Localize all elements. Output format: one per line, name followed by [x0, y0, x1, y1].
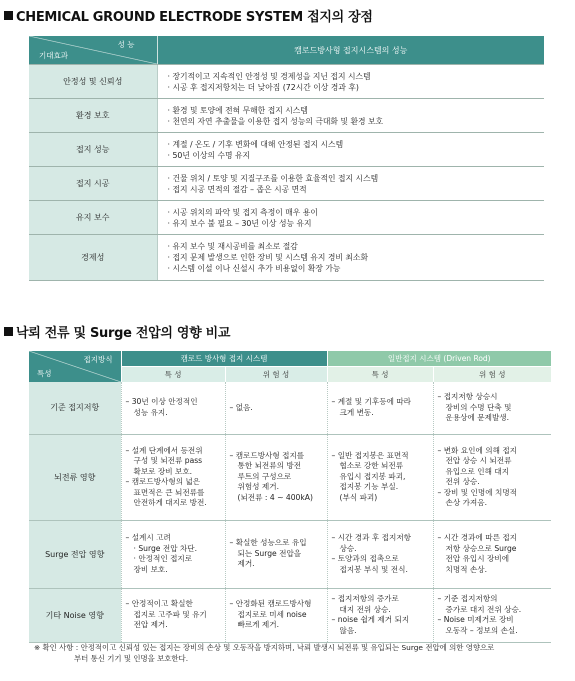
cell-line: 접지로로 미세 noise — [237, 609, 307, 619]
bullet-line: · 시스템 이설 이나 신설시 추가 비용없이 확장 가능 — [167, 264, 341, 273]
cell-line: 장비의 수명 단축 및 — [445, 402, 512, 412]
row-content — [157, 167, 544, 201]
table-row — [29, 434, 551, 520]
table-row — [29, 65, 544, 99]
bullet-line: · 접지 문제 발생으로 인한 장비 및 시스템 유지 경비 최소화 — [167, 253, 368, 262]
row-label: 유지 보수 — [29, 201, 157, 235]
square-bullet-icon — [4, 11, 13, 20]
cell-line: 치명적 손상. — [445, 564, 488, 574]
row-content — [157, 99, 544, 133]
cell-line: – 캠로드방사형 접지를 — [229, 450, 305, 460]
bullet-line: · 건물 위치 / 토양 및 지질구조를 이용한 효율적인 접지 시스템 — [167, 173, 379, 183]
driven-rod-risk-cell — [433, 588, 551, 642]
cell-line: 협소로 강한 뇌전류 — [339, 461, 404, 471]
table-row — [29, 588, 551, 642]
cell-line: – 일반 접지봉은 표면적 — [331, 450, 409, 460]
cell-line: 손상 가져옴. — [445, 498, 488, 507]
driven-rod-characteristics-cell — [327, 434, 433, 520]
subheader-risk: 위 험 성 — [225, 367, 327, 383]
bullet-line: · 시공 위치의 파악 및 접지 측정이 매우 용이 — [167, 207, 318, 217]
cell-line: (뇌전류 : 4 ~ 400kA) — [237, 492, 313, 502]
row-label: 안정성 및 신뢰성 — [29, 65, 157, 99]
table1-corner-header: 성 능 기대효과 — [29, 36, 157, 65]
cell-line: 표면적은 큰 뇌전류를 — [133, 487, 205, 497]
cell-line: 장비 보호. — [133, 564, 168, 574]
row-content — [157, 235, 544, 281]
cell-line: 저항 상승으로 Surge — [445, 543, 517, 553]
camrod-risk-cell — [225, 520, 327, 588]
camrod-risk-cell — [225, 382, 327, 434]
cell-line: 안전하게 대지로 방전. — [133, 498, 207, 507]
table1-column-header: 캠로드방사형 접지시스템의 성능 — [157, 36, 544, 65]
group-header-driven-rod: 일반접지 시스템 (Driven Rod) — [327, 351, 551, 367]
cell-line: 오동작 – 정보의 손실. — [445, 625, 518, 635]
table-row — [29, 133, 544, 167]
section-title-lightning-comparison: 낙뢰 전류 및 Surge 전압의 영향 비교 — [4, 322, 230, 341]
cell-line: · Surge 전압 차단. — [133, 543, 198, 553]
cell-line: 전위 상승. — [445, 477, 480, 486]
bullet-line: · 접지 시공 면적의 절감 – 좁은 시공 면적 — [167, 184, 307, 194]
driven-rod-characteristics-cell — [327, 382, 433, 434]
camrod-characteristics-cell — [121, 588, 225, 642]
comparison-table — [29, 351, 551, 643]
cell-line: 운용상에 문제발생. — [445, 413, 510, 422]
cell-line: – 설계 단계에서 등전위 — [125, 445, 203, 455]
driven-rod-characteristics-cell — [327, 588, 433, 642]
cell-line: 제거. — [237, 559, 255, 569]
table-row — [29, 382, 551, 434]
group-header-camrod: 캠로드 방사형 접지 시스템 — [121, 351, 327, 367]
row-label: 기준 접지저항 — [29, 382, 121, 434]
table-row — [29, 99, 544, 133]
cell-line: 크게 변동. — [339, 407, 374, 417]
bullet-line: · 계절 / 온도 / 기후 변화에 대해 안정된 접지 시스템 — [167, 139, 344, 149]
row-label: 경제성 — [29, 235, 157, 281]
cell-line: · 안정적인 접지로 — [133, 554, 193, 563]
cell-line: – 토양과의 접촉으로 — [331, 554, 399, 563]
cell-line: 루트의 구성으로 — [237, 471, 292, 481]
cell-line: 전압 유입시 장비에 — [445, 554, 510, 563]
cell-line: 접지봉 부식 및 전식. — [339, 564, 408, 574]
cell-line: 전압 상승 시 뇌전류 — [445, 456, 512, 465]
table2-corner-header: 접지방식 특성 — [29, 351, 121, 382]
table-row — [29, 167, 544, 201]
cell-line: 통한 뇌전류의 방전 — [237, 461, 302, 471]
bullet-line: · 장기적이고 지속적인 안정성 및 경제성을 지닌 접지 시스템 — [167, 71, 371, 81]
row-label: 접지 시공 — [29, 167, 157, 201]
row-label: 기타 Noise 영향 — [29, 588, 121, 642]
cell-line: – 장비 및 인명에 치명적 — [437, 487, 517, 497]
camrod-characteristics-cell — [121, 520, 225, 588]
driven-rod-risk-cell — [433, 434, 551, 520]
row-label: Surge 전압 영향 — [29, 520, 121, 588]
driven-rod-characteristics-cell — [327, 520, 433, 588]
driven-rod-risk-cell — [433, 520, 551, 588]
row-content — [157, 201, 544, 235]
cell-line: – 접지저항 상승시 — [437, 392, 498, 401]
cell-line: 구성 및 뇌전류 pass — [133, 456, 203, 465]
cell-line: – 없음. — [229, 402, 253, 412]
row-content — [157, 65, 544, 99]
camrod-risk-cell — [225, 588, 327, 642]
table-row — [29, 235, 544, 281]
cell-line: 증가로 대지 전위 상승. — [445, 604, 522, 614]
subheader-risk: 위 험 성 — [433, 367, 551, 383]
cell-line: 접지로 고주파 및 유기 — [133, 609, 207, 619]
driven-rod-risk-cell — [433, 382, 551, 434]
cell-line: – 접지저항의 증가로 — [331, 594, 399, 603]
bullet-line: · 50년 이상의 수명 유지 — [167, 150, 251, 160]
camrod-characteristics-cell — [121, 434, 225, 520]
cell-line: – Noise 미제거로 장비 — [437, 615, 514, 624]
row-label: 환경 보호 — [29, 99, 157, 133]
camrod-characteristics-cell — [121, 382, 225, 434]
cell-line: 유입시 접지봉 파괴, — [339, 471, 406, 481]
cell-line: – 안정화된 캠로드방사형 — [229, 599, 312, 609]
cell-line: 빠르게 제거. — [237, 620, 280, 630]
row-label: 뇌전류 영향 — [29, 434, 121, 520]
camrod-risk-cell — [225, 434, 327, 520]
cell-line: – 설계시 고려 — [125, 533, 171, 542]
bullet-line: · 시공 후 접지저항치는 더 낮아짐 (72시간 이상 경과 후) — [167, 82, 359, 92]
cell-line: – 안정적이고 확실한 — [125, 599, 193, 609]
cell-line: – 기준 접지저항의 — [437, 594, 498, 603]
cell-line: – 캠로드방사형의 넓은 — [125, 477, 201, 486]
section-title-chemical-ground: CHEMICAL GROUND ELECTRODE SYSTEM 접지의 장점 — [4, 6, 373, 25]
bullet-line: · 유지 보수 불 필요 – 30년 이상 성능 유지 — [167, 218, 312, 228]
cell-line: 상승. — [339, 543, 357, 553]
cell-line: – noise 쉽게 제거 되지 — [331, 615, 410, 624]
subheader-characteristics: 특 성 — [327, 367, 433, 383]
row-label: 접지 성능 — [29, 133, 157, 167]
cell-line: 않음. — [339, 625, 357, 635]
cell-line: 접지봉 기능 부실. — [339, 482, 399, 492]
cell-line: 성능 유지. — [133, 407, 168, 417]
advantages-table — [29, 36, 544, 281]
cell-line: 되는 Surge 전압을 — [237, 548, 302, 558]
cell-line: 위험성 제거. — [237, 482, 280, 492]
cell-line: 대지 전위 상승. — [339, 604, 391, 614]
subheader-characteristics: 특 성 — [121, 367, 225, 383]
cell-line: – 변화 요인에 의해 접지 — [437, 445, 517, 455]
cell-line: 확보로 장비 보호. — [133, 466, 193, 476]
cell-line: – 계절 및 기후등에 따라 — [331, 397, 411, 407]
bullet-line: · 천연의 자연 추출물을 이용한 접지 성능의 극대화 및 환경 보호 — [167, 116, 384, 126]
table-row — [29, 201, 544, 235]
cell-line: – 30년 이상 안정적인 — [125, 397, 198, 407]
cell-line: – 시간 경과 후 접지저항 — [331, 533, 411, 542]
bullet-line: · 유지 보수 및 재시공비를 최소로 절감 — [167, 242, 298, 251]
cell-line: – 시간 경과에 따른 접지 — [437, 533, 517, 542]
cell-line: (부식 파괴) — [339, 492, 378, 502]
note-text: ※ 확인 사항 : 안정적이고 신뢰성 있는 접지는 장비의 손상 및 오동작을 방지하며, 낙뢰 발생시 뇌전류 및 유입되는 Surge 전압에 의한 영향으로 부터 통신 기기 및 인명을 보호한다. — [34, 643, 495, 663]
table-row — [29, 520, 551, 588]
square-bullet-icon — [4, 327, 13, 336]
cell-line: 유입으로 인해 대지 — [445, 466, 510, 476]
bullet-line: · 환경 및 토양에 전혀 무해한 접지 시스템 — [167, 105, 308, 115]
row-content — [157, 133, 544, 167]
cell-line: – 확실한 성능으로 유입 — [229, 538, 307, 548]
cell-line: 전압 제거. — [133, 620, 168, 630]
